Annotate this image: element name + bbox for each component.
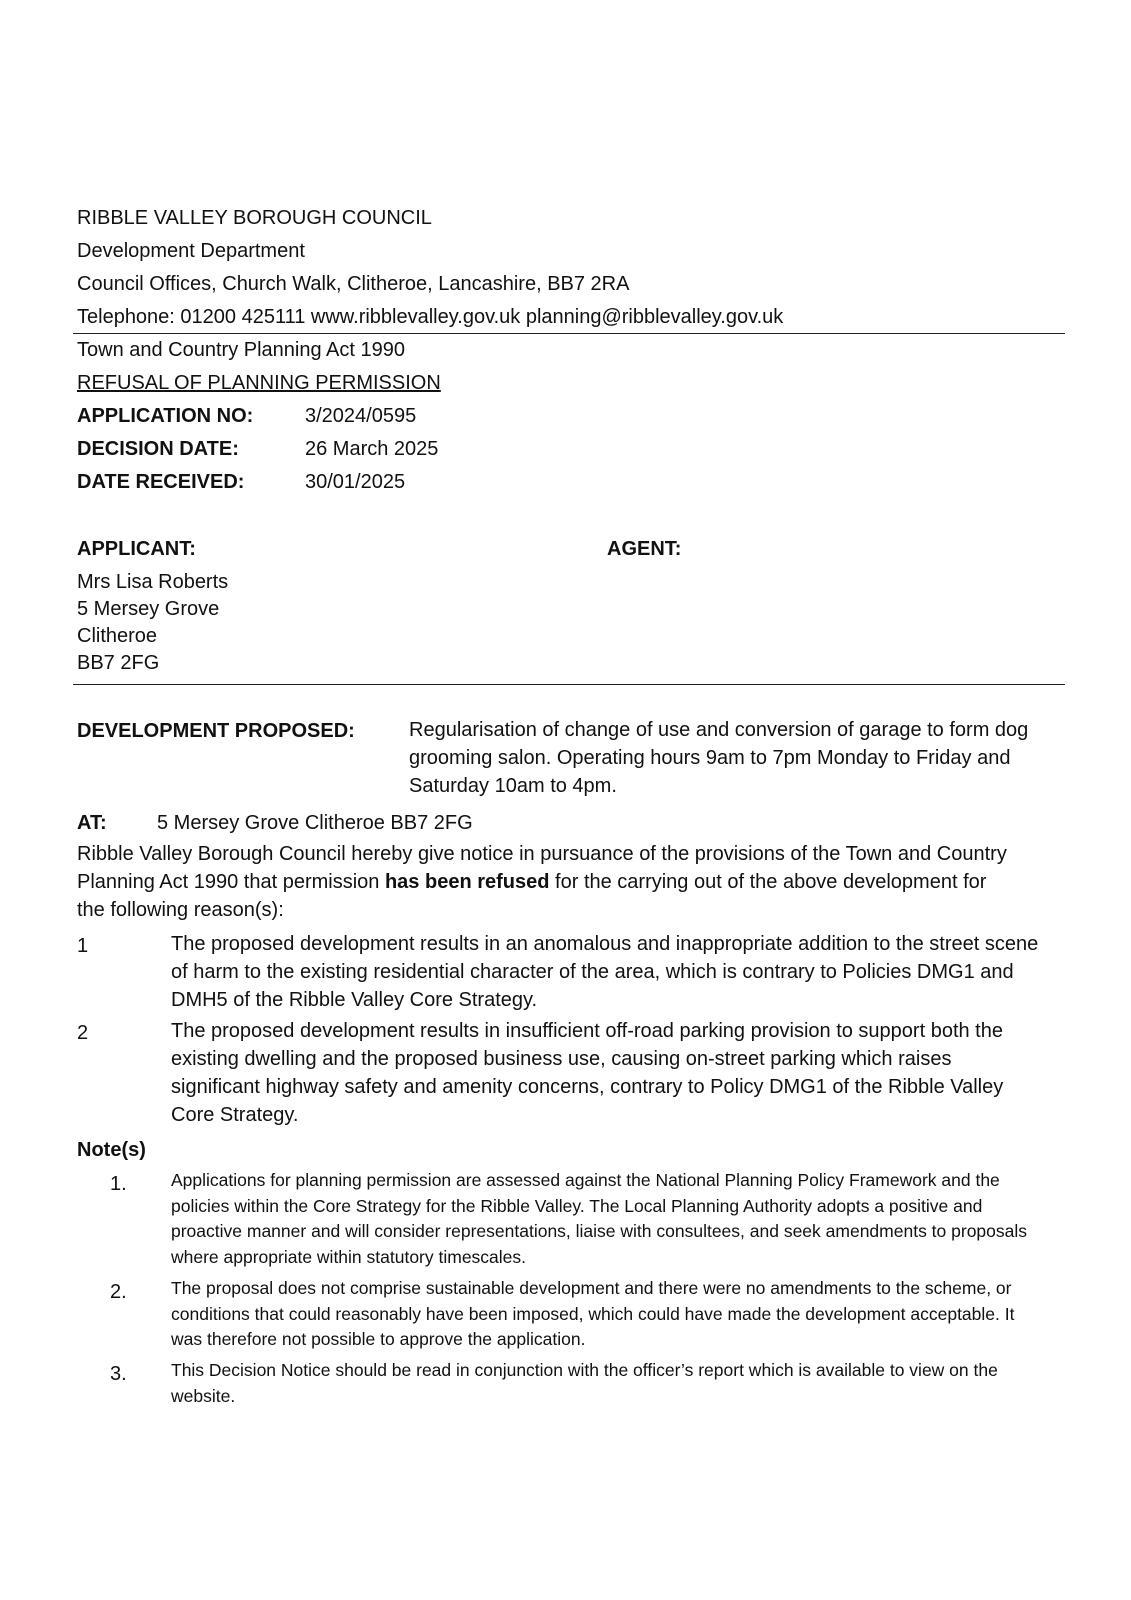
council-address: Council Offices, Church Walk, Clitheroe, Lancashire, BB7 2RA [77,273,630,295]
applicant-label: APPLICANT: [77,538,196,560]
notes-heading: Note(s) [77,1139,146,1161]
decision-outcome: has been refused [384,871,550,893]
reason-number: 2 [77,1022,89,1044]
note-text: Applications for planning permission are assessed against the National Planning Policy Framework and the policies within the Core Strategy for the Ribble Valley. The Local Planning Authority adopts a positive and proactive manner and will consider representations, liaise with consultees, and seek amendments to proposals where appropriate within statutory timescales. [171,1170,1028,1267]
development-description: Regularisation of change of use and conversion of garage to form dog grooming salon. Operating hours 9am to 7pm Monday to Friday and Saturday 10am to 4pm. [409,719,1029,797]
decision-date-label: DECISION DATE: [77,438,239,460]
parties-divider [73,684,1065,685]
date-received-label: DATE RECEIVED: [77,471,245,493]
applicant-line: Clitheroe [77,625,158,647]
site-address: 5 Mersey Grove Clitheroe BB7 2FG [157,812,473,834]
applicant-line: Mrs Lisa Roberts [77,571,229,593]
note-text: The proposal does not comprise sustainable development and there were no amendments to the scheme, or conditions that could reasonably have been imposed, which could have made the development acceptable. It was therefore not possible to approve the application. [171,1278,1015,1349]
note-number: 2. [110,1281,127,1303]
decision-reasons-lead: for the carrying out of the above development for the following reason(s): [77,871,987,921]
development-label: DEVELOPMENT PROPOSED: [77,720,355,742]
note-number: 3. [110,1363,127,1385]
notice-title: REFUSAL OF PLANNING PERMISSION [77,372,441,394]
header-divider [73,333,1065,334]
decision-intro: Ribble Valley Borough Council hereby give notice in pursuance of the provisions of the Town and Country Planning Act 1990 that permission [77,843,1007,893]
act-title: Town and Country Planning Act 1990 [77,339,405,361]
application-no-label: APPLICATION NO: [77,405,254,427]
note-text: This Decision Notice should be read in conjunction with the officer’s report which is available to view on the website. [171,1360,998,1406]
reason-text: The proposed development results in insufficient off-road parking provision to support both the existing dwelling and the proposed business use, causing on-street parking which raises significant highway safety and amenity concerns, contrary to Policy DMG1 of the Ribble Valley Core Strategy. [171,1020,1004,1126]
department-name: Development Department [77,240,305,262]
application-no-value: 3/2024/0595 [305,405,417,427]
applicant-line: BB7 2FG [77,652,160,674]
council-name: RIBBLE VALLEY BOROUGH COUNCIL [77,207,432,229]
reason-number: 1 [77,935,89,957]
contact-details: Telephone: 01200 425111 www.ribblevalley.gov.uk planning@ribblevalley.gov.uk [77,306,784,328]
agent-label: AGENT: [607,538,682,560]
applicant-line: 5 Mersey Grove [77,598,220,620]
note-number: 1. [110,1173,127,1195]
reason-text: The proposed development results in an anomalous and inappropriate addition to the street scene of harm to the existing residential character of the area, which is contrary to Policies DMG1 and DMH5 of the Ribble Valley Core Strategy. [171,933,1039,1011]
decision-date-value: 26 March 2025 [305,438,439,460]
date-received-value: 30/01/2025 [305,471,406,493]
decision-statement [77,840,1012,924]
site-label: AT: [77,812,107,834]
